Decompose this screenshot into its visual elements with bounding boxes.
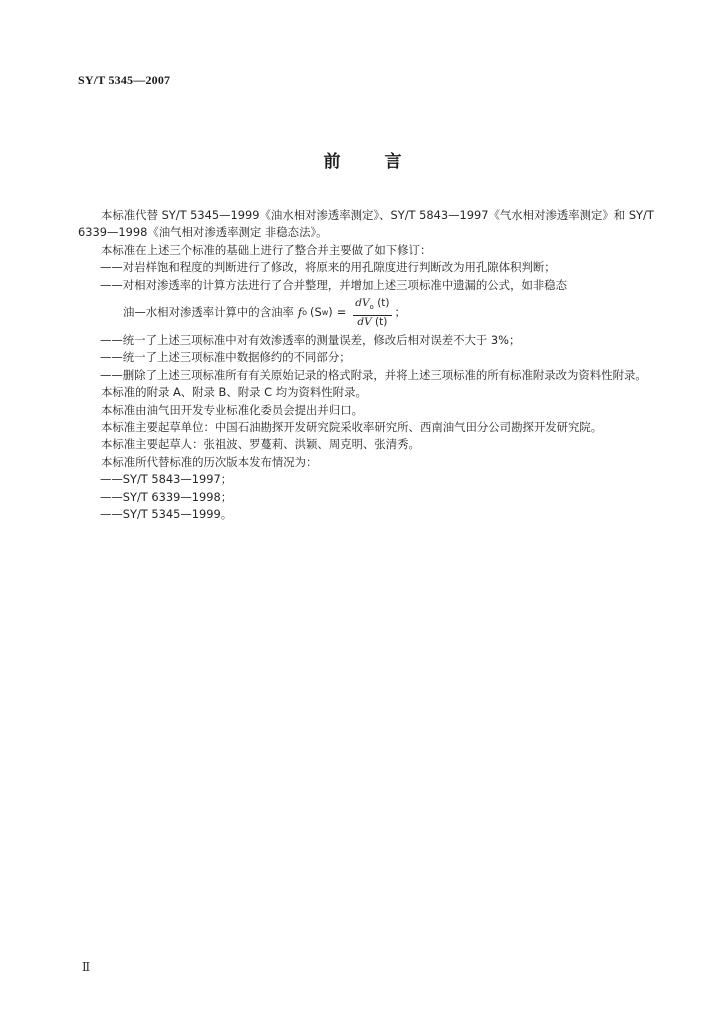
page-title: 前言: [323, 152, 446, 172]
formula-prefix: 油—水相对渗透率计算中的含油率: [123, 305, 294, 320]
revision-item-saturation: ——对岩样饱和程度的判断进行了修改，将原来的用孔隙度进行判断改为用孔隙体积判断；: [100, 260, 556, 275]
paragraph-history-intro: 本标准所代替标准的历次版本发布情况为：: [101, 454, 318, 469]
page-number: Ⅱ: [82, 960, 91, 974]
formula-den-dv: dV: [357, 315, 372, 328]
history-item-5843: ——SY/T 5843—1997；: [100, 472, 233, 487]
formula-num-t: (t): [377, 297, 390, 310]
revision-item-rounding: ——统一了上述三项标准中数据修约的不同部分；: [100, 350, 351, 365]
history-item-6339: ——SY/T 6339—1998；: [100, 489, 233, 504]
formula-f: f: [297, 305, 303, 320]
oil-cut-formula: [78, 294, 670, 332]
formula-den-t: (t): [375, 315, 388, 328]
formula-denominator: [355, 316, 389, 329]
revision-item-calculation: ——对相对渗透率的计算方法进行了合并整理，并增加上述三项标准中遗漏的公式，如非稳态: [100, 277, 568, 292]
formula-numerator: [353, 297, 391, 315]
standard-code-header: SY/T 5345—2007: [78, 73, 171, 87]
foreword-body: [78, 207, 670, 524]
formula-num-sub: o: [369, 303, 374, 312]
paragraph-drafters: 本标准主要起草人：张祖波、罗蔓莉、洪颖、周克明、张清秀。: [101, 437, 420, 452]
formula-end: ；: [394, 305, 406, 320]
formula-fraction: [353, 297, 391, 328]
formula-arg: (S: [310, 305, 322, 320]
paragraph-replaces: 本标准代替 SY/T 5345—1999《油水相对渗透率测定》、SY/T 5843—1997《气水相对渗透率测定》和 SY/T 6339—1998《油气相对渗透率测定 非稳态法》。: [78, 208, 654, 240]
formula-equals: =: [336, 305, 347, 320]
paragraph-appendices: 本标准的附录 A、附录 B、附录 C 均为资料性附录。: [101, 385, 367, 400]
paragraph-revisions-intro: 本标准在上述三个标准的基础上进行了整合并主要做了如下修订：: [101, 242, 432, 257]
paragraph-drafting-units: 本标准主要起草单位：中国石油勘探开发研究院采收率研究所、西南油气田分公司勘探开发研究院。: [101, 420, 603, 435]
formula-arg-sub: w: [321, 308, 329, 318]
formula-arg-end: ): [328, 305, 333, 320]
revision-item-error: ——统一了上述三项标准中对有效渗透率的测量误差，修改后相对误差不大于 3%；: [100, 333, 521, 348]
formula-num-dv: dV: [355, 297, 370, 310]
paragraph-proposer: 本标准由油气田开发专业标准化委员会提出并归口。: [101, 402, 363, 417]
formula-f-sub: o: [302, 308, 307, 318]
history-item-5345: ——SY/T 5345—1999。: [100, 507, 233, 522]
revision-item-appendix: ——删除了上述三项标准所有有关原始记录的格式附录，并将上述三项标准的所有标准附录改为资料性附录。: [100, 367, 647, 382]
